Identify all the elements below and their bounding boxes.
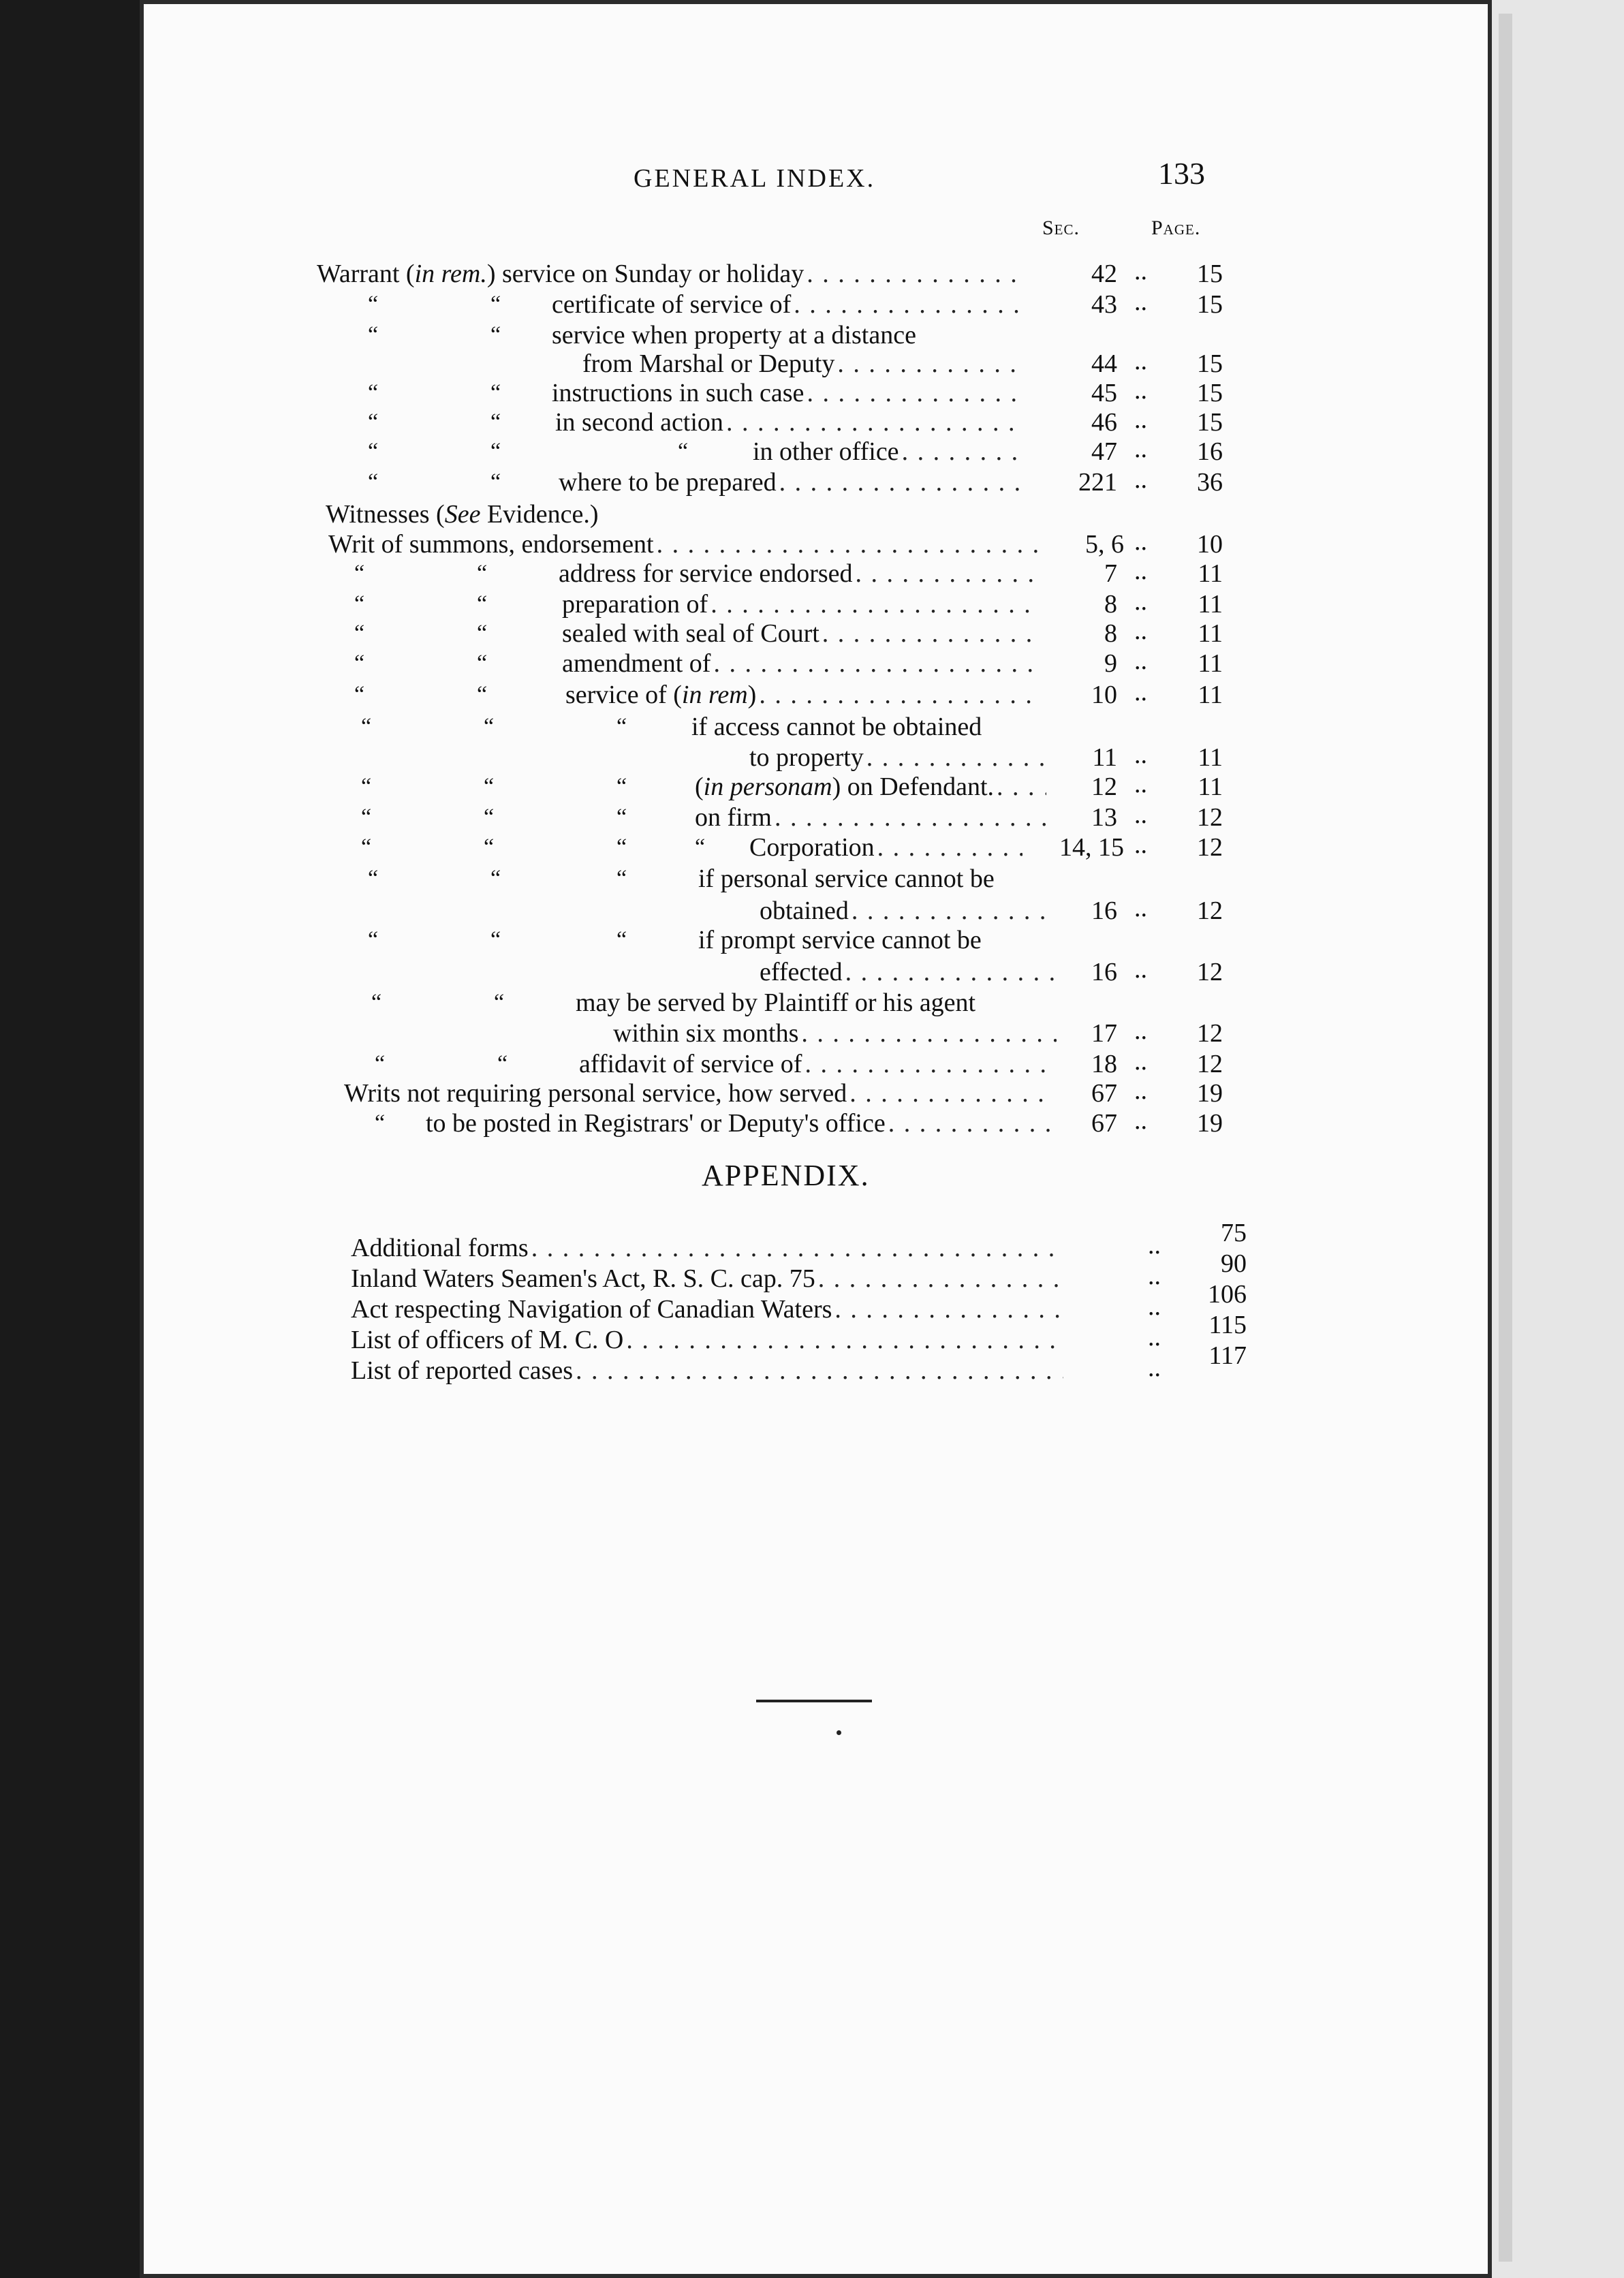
separator-dots: .. xyxy=(1134,287,1147,316)
separator-dots: .. xyxy=(1134,1047,1147,1076)
dot-leader xyxy=(845,957,1057,987)
dot-leader xyxy=(626,1325,1063,1355)
page-ref: 12 xyxy=(1197,1019,1223,1048)
ditto-mark: “ xyxy=(354,682,365,707)
separator-dots: .. xyxy=(1134,347,1147,375)
page-ref: 12 xyxy=(1197,803,1223,832)
index-entry xyxy=(749,832,1025,862)
ditto-mark: “ xyxy=(490,927,501,952)
appendix-item xyxy=(351,1325,1066,1355)
ditto-mark: “ xyxy=(371,990,382,1015)
index-entry xyxy=(344,1078,1056,1108)
page-ref: 16 xyxy=(1197,437,1223,466)
ditto-mark: “ xyxy=(477,561,488,586)
dot-leader xyxy=(794,290,1019,319)
index-entry xyxy=(749,743,1049,773)
page-ref: 12 xyxy=(1197,1050,1223,1078)
index-entry xyxy=(552,290,1022,319)
ditto-mark: “ xyxy=(361,805,372,830)
index-entry xyxy=(317,259,1022,289)
separator-dots: .. xyxy=(1148,1231,1161,1260)
ditto-mark: “ xyxy=(490,866,501,891)
section-number: 14, 15 xyxy=(1059,833,1124,862)
end-rule xyxy=(756,1700,872,1702)
dot-leader xyxy=(759,680,1040,710)
section-number: 16 xyxy=(1091,958,1117,986)
page-ref: 11 xyxy=(1198,619,1223,648)
ditto-mark: “ xyxy=(490,469,501,495)
entry-label: Witnesses (See Evidence.) xyxy=(326,500,599,529)
separator-dots: .. xyxy=(1134,955,1147,984)
separator-dots: .. xyxy=(1134,376,1147,405)
ditto-mark: “ xyxy=(368,866,379,891)
section-number: 13 xyxy=(1091,803,1117,832)
dot-leader xyxy=(837,349,1019,379)
appendix-item-label: Additional forms xyxy=(351,1234,529,1262)
appendix-page-ref: 115 xyxy=(1208,1311,1247,1339)
ditto-mark: “ xyxy=(375,1110,386,1136)
separator-dots: .. xyxy=(1134,465,1147,494)
ditto-mark: “ xyxy=(368,322,379,347)
page-ref: 11 xyxy=(1198,649,1223,678)
page-ref: 19 xyxy=(1197,1109,1223,1138)
index-entry xyxy=(565,680,1042,710)
separator-dots: .. xyxy=(1134,587,1147,616)
entry-label: sealed with seal of Court xyxy=(562,619,819,648)
entry-label: Warrant (in rem.) service on Sunday or holiday xyxy=(317,260,805,288)
ditto-mark: “ xyxy=(490,292,501,317)
ditto-mark: “ xyxy=(490,409,501,435)
separator-dots: .. xyxy=(1134,894,1147,922)
ditto-mark: “ xyxy=(616,834,627,860)
index-entry xyxy=(562,649,1042,678)
index-entry xyxy=(576,988,975,1018)
page-ref: 15 xyxy=(1197,408,1223,437)
page-ref: 12 xyxy=(1197,958,1223,986)
ditto-mark: “ xyxy=(368,292,379,317)
page-ref: 12 xyxy=(1197,896,1223,925)
page-ref: 11 xyxy=(1198,743,1223,772)
ditto-mark: “ xyxy=(354,651,365,676)
ditto-mark: “ xyxy=(616,714,627,739)
ditto-mark: “ xyxy=(354,621,365,646)
ditto-mark: “ xyxy=(477,682,488,707)
entry-label: on firm xyxy=(695,803,772,832)
entry-label: obtained xyxy=(760,896,849,925)
ditto-mark: “ xyxy=(361,834,372,860)
index-entry xyxy=(760,957,1059,987)
section-number: 17 xyxy=(1091,1019,1117,1048)
ditto-mark: “ xyxy=(490,439,501,464)
dot-leader xyxy=(775,802,1046,832)
section-number: 42 xyxy=(1091,260,1117,288)
separator-dots: .. xyxy=(1134,678,1147,706)
index-entry xyxy=(760,896,1059,926)
separator-dots: .. xyxy=(1148,1323,1161,1352)
section-number: 16 xyxy=(1091,896,1117,925)
ditto-mark: “ xyxy=(616,774,627,799)
entry-label: within six months xyxy=(613,1019,799,1048)
ditto-mark: “ xyxy=(484,805,495,830)
entry-label: address for service endorsed xyxy=(559,559,853,588)
separator-dots: .. xyxy=(1134,1076,1147,1105)
index-entry xyxy=(328,529,1052,559)
entry-label: affidavit of service of xyxy=(579,1050,802,1078)
appendix-item xyxy=(351,1356,1066,1386)
appendix-page-ref: 117 xyxy=(1208,1341,1247,1370)
section-number: 9 xyxy=(1104,649,1117,678)
separator-dots: .. xyxy=(1134,557,1147,585)
separator-dots: .. xyxy=(1134,1016,1147,1045)
entry-label: (in personam) on Defendant. xyxy=(695,773,995,801)
section-number: 7 xyxy=(1104,559,1117,588)
dot-leader xyxy=(834,1294,1063,1324)
dot-leader xyxy=(807,378,1019,408)
index-entry xyxy=(753,437,1022,467)
page-ref: 15 xyxy=(1197,290,1223,319)
page-ref: 11 xyxy=(1198,773,1223,801)
appendix-item-label: List of officers of M. C. O xyxy=(351,1326,624,1354)
dot-leader xyxy=(805,1049,1057,1079)
ditto-mark: “ xyxy=(484,774,495,799)
entry-label: in second action xyxy=(555,408,723,437)
section-number: 8 xyxy=(1104,619,1117,648)
entry-label: in other office xyxy=(753,437,899,466)
ditto-mark: “ xyxy=(368,439,379,464)
page-ref: 11 xyxy=(1198,681,1223,709)
index-entry xyxy=(691,712,982,742)
dot-leader xyxy=(576,1356,1063,1386)
section-number: 67 xyxy=(1091,1079,1117,1108)
page-number: 133 xyxy=(1158,156,1205,191)
section-number: 43 xyxy=(1091,290,1117,319)
appendix-title: APPENDIX. xyxy=(702,1159,870,1192)
index-entry xyxy=(582,349,1022,379)
separator-dots: .. xyxy=(1134,830,1147,859)
section-number: 67 xyxy=(1091,1109,1117,1138)
dot-leader xyxy=(801,1018,1057,1048)
dot-leader xyxy=(779,467,1019,497)
separator-dots: .. xyxy=(1134,617,1147,645)
dot-leader xyxy=(902,437,1019,467)
index-entry xyxy=(698,925,982,955)
page-ref: 11 xyxy=(1198,559,1223,588)
page-ref: 15 xyxy=(1197,379,1223,407)
entry-label: Writ of summons, endorsement xyxy=(328,530,654,559)
ditto-mark: “ xyxy=(477,591,488,617)
ditto-mark: “ xyxy=(695,834,706,860)
index-entry xyxy=(326,499,598,529)
entry-label: effected xyxy=(760,958,843,986)
ditto-mark: “ xyxy=(361,714,372,739)
separator-dots: .. xyxy=(1134,770,1147,798)
entry-label: to property xyxy=(749,743,864,772)
entry-label: preparation of xyxy=(562,590,708,619)
page-ref: 10 xyxy=(1197,530,1223,559)
ditto-mark: “ xyxy=(490,380,501,405)
dot-leader xyxy=(531,1233,1063,1263)
separator-dots: .. xyxy=(1134,405,1147,434)
column-header-page: Page. xyxy=(1151,217,1201,239)
index-entry xyxy=(579,1049,1059,1079)
page-ref: 15 xyxy=(1197,260,1223,288)
appendix-item xyxy=(351,1264,1066,1294)
separator-dots: .. xyxy=(1134,257,1147,285)
entry-label: where to be prepared xyxy=(559,468,777,497)
section-number: 44 xyxy=(1091,349,1117,378)
dot-leader xyxy=(726,407,1019,437)
ditto-mark: “ xyxy=(616,805,627,830)
index-entry xyxy=(559,559,1042,589)
separator-dots: .. xyxy=(1134,435,1147,463)
index-entry xyxy=(552,320,916,350)
separator-dots: .. xyxy=(1134,527,1147,556)
ditto-mark: “ xyxy=(477,621,488,646)
index-entry xyxy=(552,378,1022,408)
entry-label: Corporation xyxy=(749,833,875,862)
index-entry xyxy=(698,864,995,894)
ditto-mark: “ xyxy=(678,439,689,464)
column-header-sec: Sec. xyxy=(1042,217,1080,239)
appendix-page-ref: 90 xyxy=(1221,1249,1247,1278)
entry-label: if access cannot be obtained xyxy=(691,713,982,741)
dot-leader xyxy=(849,1078,1053,1108)
section-number: 12 xyxy=(1091,773,1117,801)
entry-label: Writs not requiring personal service, how served xyxy=(344,1079,847,1108)
dot-leader xyxy=(713,649,1040,678)
section-number: 8 xyxy=(1104,590,1117,619)
appendix-item-label: Act respecting Navigation of Canadian Waters xyxy=(351,1295,832,1324)
index-entry xyxy=(695,772,1049,802)
page-ref: 19 xyxy=(1197,1079,1223,1108)
end-mark xyxy=(837,1730,841,1735)
ditto-mark: “ xyxy=(368,409,379,435)
separator-dots: .. xyxy=(1148,1262,1161,1290)
ditto-mark: “ xyxy=(497,1051,508,1076)
page-title: GENERAL INDEX. xyxy=(634,164,876,193)
entry-label: to be posted in Registrars' or Deputy's office xyxy=(426,1109,886,1138)
index-entry xyxy=(559,467,1022,497)
dot-leader xyxy=(852,896,1057,926)
appendix-page-ref: 106 xyxy=(1208,1280,1247,1309)
dot-leader xyxy=(710,589,1040,619)
entry-label: may be served by Plaintiff or his agent xyxy=(576,988,976,1017)
entry-label: if personal service cannot be xyxy=(698,864,995,893)
appendix-item xyxy=(351,1233,1066,1263)
separator-dots: .. xyxy=(1134,1106,1147,1135)
entry-label: certificate of service of xyxy=(552,290,792,319)
entry-label: from Marshal or Deputy xyxy=(582,349,835,378)
separator-dots: .. xyxy=(1134,646,1147,675)
ditto-mark: “ xyxy=(484,834,495,860)
ditto-mark: “ xyxy=(361,774,372,799)
ditto-mark: “ xyxy=(484,714,495,739)
page-shadow xyxy=(1499,14,1512,2262)
separator-dots: .. xyxy=(1148,1292,1161,1321)
dot-leader xyxy=(657,529,1050,559)
section-number: 10 xyxy=(1091,681,1117,709)
section-number: 45 xyxy=(1091,379,1117,407)
ditto-mark: “ xyxy=(354,561,365,586)
index-entry xyxy=(562,589,1042,619)
appendix-item-label: List of reported cases xyxy=(351,1356,574,1385)
separator-dots: .. xyxy=(1134,740,1147,769)
dot-leader xyxy=(807,259,1019,289)
section-number: 47 xyxy=(1091,437,1117,466)
separator-dots: .. xyxy=(1148,1354,1161,1382)
entry-label: instructions in such case xyxy=(552,379,805,407)
index-entry xyxy=(426,1108,1056,1138)
page-ref: 12 xyxy=(1197,833,1223,862)
dot-leader xyxy=(822,619,1040,649)
dot-leader xyxy=(818,1264,1063,1294)
section-number: 18 xyxy=(1091,1050,1117,1078)
ditto-mark: “ xyxy=(616,927,627,952)
entry-label: if prompt service cannot be xyxy=(698,926,982,954)
separator-dots: .. xyxy=(1134,800,1147,829)
section-number: 46 xyxy=(1091,408,1117,437)
appendix-item xyxy=(351,1294,1066,1324)
entry-label: service when property at a distance xyxy=(552,321,916,349)
ditto-mark: “ xyxy=(490,322,501,347)
section-number: 221 xyxy=(1078,468,1117,497)
ditto-mark: “ xyxy=(368,469,379,495)
page-ref: 15 xyxy=(1197,349,1223,378)
entry-label: amendment of xyxy=(562,649,711,678)
appendix-item-label: Inland Waters Seamen's Act, R. S. C. cap. 75 xyxy=(351,1264,815,1293)
index-entry xyxy=(613,1018,1059,1048)
dot-leader xyxy=(877,832,1022,862)
dot-leader xyxy=(856,559,1040,589)
index-entry xyxy=(695,802,1049,832)
section-number: 5, 6 xyxy=(1085,530,1124,559)
index-entry xyxy=(555,407,1022,437)
page-ref: 11 xyxy=(1198,590,1223,619)
ditto-mark: “ xyxy=(368,927,379,952)
entry-label: service of (in rem) xyxy=(565,681,757,709)
ditto-mark: “ xyxy=(494,990,505,1015)
ditto-mark: “ xyxy=(354,591,365,617)
ditto-mark: “ xyxy=(477,651,488,676)
dot-leader xyxy=(866,743,1046,773)
ditto-mark: “ xyxy=(616,866,627,891)
ditto-mark: “ xyxy=(368,380,379,405)
ditto-mark: “ xyxy=(375,1051,386,1076)
index-entry xyxy=(562,619,1042,649)
section-number: 11 xyxy=(1092,743,1117,772)
appendix-page-ref: 75 xyxy=(1221,1219,1247,1247)
page-ref: 36 xyxy=(1197,468,1223,497)
